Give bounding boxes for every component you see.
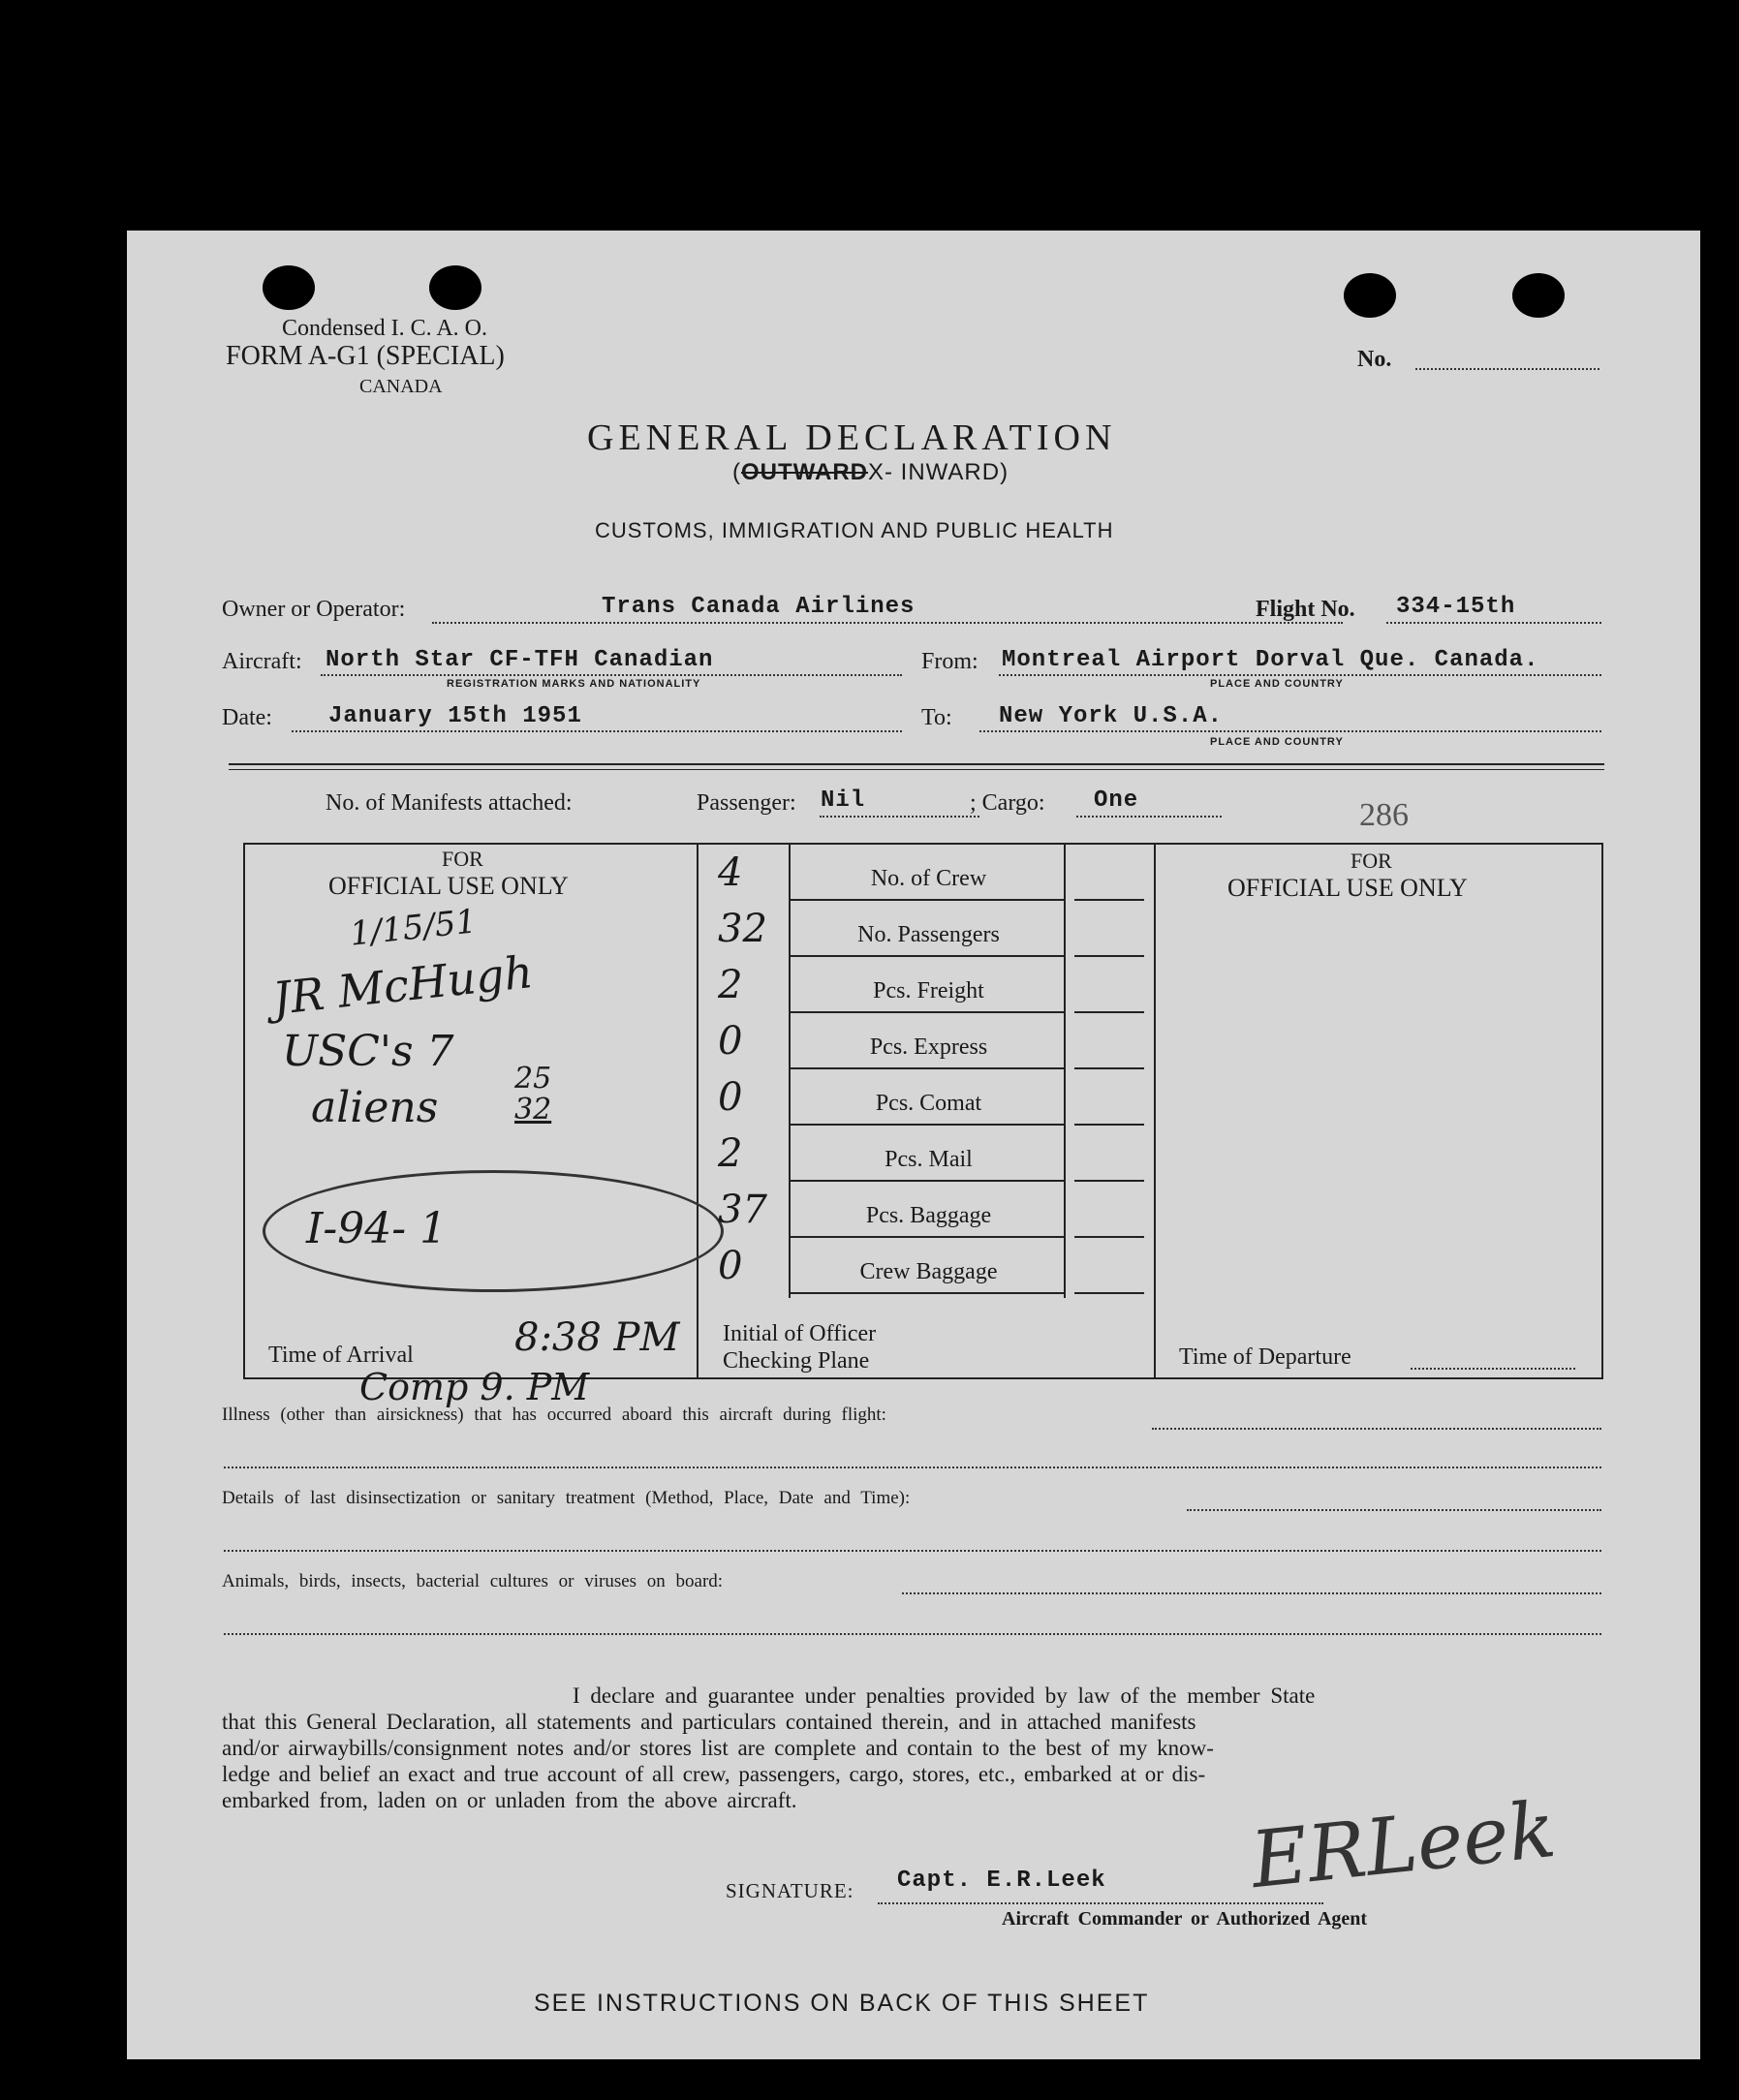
- count-value[interactable]: 0: [718, 1075, 743, 1120]
- count-check-field[interactable]: [1074, 1180, 1144, 1182]
- to-line: [979, 730, 1601, 732]
- direction-line: [732, 459, 1009, 486]
- disinsect-field[interactable]: [1187, 1509, 1601, 1511]
- divider-left: [697, 843, 699, 1377]
- time-departure-label: Time of Departure: [1179, 1344, 1351, 1370]
- divider-right: [1154, 843, 1156, 1377]
- count-value[interactable]: 2: [718, 963, 743, 1007]
- date-label: Date:: [222, 705, 272, 730]
- count-value[interactable]: 0: [718, 1019, 743, 1064]
- count-check-field[interactable]: [1074, 1124, 1144, 1126]
- count-label: Pcs. Baggage: [865, 1203, 992, 1228]
- aircraft-value[interactable]: North Star CF-TFH Canadian: [326, 647, 714, 673]
- count-value[interactable]: 37: [718, 1188, 767, 1232]
- count-check-field[interactable]: [1074, 1236, 1144, 1238]
- paren-close: ): [1000, 459, 1009, 485]
- flight-value[interactable]: 334-15th: [1396, 594, 1516, 620]
- aircraft-hint: REGISTRATION MARKS AND NATIONALITY: [447, 678, 701, 690]
- time-departure-field[interactable]: [1411, 1368, 1575, 1370]
- note-date: 1/15/51: [348, 902, 479, 954]
- owner-label: Owner or Operator:: [222, 597, 406, 622]
- count-label: Pcs. Express: [869, 1035, 988, 1060]
- note-uscs: USC's 7: [282, 1027, 454, 1076]
- cargo-value[interactable]: One: [1094, 788, 1139, 814]
- count-check-field[interactable]: [1074, 1067, 1144, 1069]
- from-line: [999, 674, 1601, 676]
- count-check-field[interactable]: [1074, 955, 1144, 957]
- signature-label: SIGNATURE:: [726, 1879, 854, 1902]
- passenger-value[interactable]: Nil: [821, 788, 866, 814]
- count-row-rule: [791, 1180, 1064, 1182]
- count-check-field[interactable]: [1074, 1011, 1144, 1013]
- form-number: FORM A-G1 (SPECIAL): [226, 341, 505, 371]
- no-field[interactable]: [1415, 368, 1599, 370]
- count-label: No. Passengers: [857, 922, 1000, 947]
- count-row-rule: [791, 899, 1064, 901]
- owner-value[interactable]: Trans Canada Airlines: [602, 594, 916, 620]
- note-aliens-num2: 32: [514, 1093, 552, 1127]
- declaration-line2: that this General Declaration, all statements and particulars contained therein, and in attached manifests: [222, 1710, 1196, 1734]
- from-hint: PLACE AND COUNTRY: [1210, 678, 1344, 690]
- count-check-field[interactable]: [1074, 1292, 1144, 1294]
- count-value[interactable]: 2: [718, 1131, 743, 1176]
- right-official-for: FOR: [1351, 849, 1392, 873]
- direction-dash: X-: [867, 459, 893, 485]
- declaration-line5: embarked from, laden on or unladen from the above aircraft.: [222, 1788, 797, 1812]
- outward-struck: OUTWARD: [741, 459, 868, 485]
- punch-hole: [1512, 273, 1565, 318]
- time-arrival-value[interactable]: 8:38 PM: [514, 1315, 680, 1360]
- comp-note: Comp 9. PM: [359, 1366, 590, 1408]
- date-value[interactable]: January 15th 1951: [328, 703, 582, 729]
- aircraft-label: Aircraft:: [222, 649, 302, 674]
- date-line: [292, 730, 902, 732]
- count-label: Pcs. Mail: [885, 1147, 973, 1172]
- count-row-rule: [791, 1124, 1064, 1126]
- manifests-label: No. of Manifests attached:: [326, 790, 573, 816]
- officer-line1: Initial of Officer: [723, 1321, 877, 1346]
- note-aliens-num1: 25: [514, 1062, 552, 1096]
- divider-label: [1064, 843, 1066, 1298]
- count-value[interactable]: 0: [718, 1244, 743, 1288]
- note-aliens: aliens: [311, 1083, 439, 1132]
- declaration-line4: ledge and belief an exact and true account of all crew, passengers, cargo, stores, etc., embarked at or dis-: [222, 1762, 1206, 1786]
- condensed-label: Condensed I. C. A. O.: [282, 316, 487, 341]
- inward-label: INWARD: [900, 459, 1001, 485]
- to-value[interactable]: New York U.S.A.: [999, 703, 1224, 729]
- divider-count: [789, 843, 791, 1298]
- count-row-rule: [791, 1292, 1064, 1294]
- rule-top: [229, 763, 1604, 765]
- count-row-rule: [791, 955, 1064, 957]
- animals-label: Animals, birds, insects, bacterial cultures or viruses on board:: [222, 1571, 724, 1591]
- form-title: GENERAL DECLARATION: [587, 417, 1117, 458]
- count-row-rule: [791, 1011, 1064, 1013]
- from-value[interactable]: Montreal Airport Dorval Que. Canada.: [1002, 647, 1539, 673]
- stamp-number: 286: [1359, 797, 1409, 833]
- signature-typed-name: Capt. E.R.Leek: [897, 1868, 1106, 1894]
- animals-field[interactable]: [902, 1592, 1601, 1594]
- count-label: Pcs. Freight: [873, 978, 984, 1004]
- from-label: From:: [921, 649, 978, 674]
- illness-field[interactable]: [1152, 1428, 1601, 1430]
- time-arrival-label: Time of Arrival: [268, 1343, 414, 1368]
- count-label: Pcs. Comat: [875, 1091, 982, 1116]
- illness-label: Illness (other than airsickness) that has occurred aboard this aircraft during flight:: [222, 1405, 886, 1425]
- declaration-line1: I declare and guarantee under penalties provided by law of the member State: [573, 1683, 1316, 1708]
- count-value[interactable]: 32: [718, 907, 767, 951]
- count-value[interactable]: 4: [718, 850, 743, 895]
- left-official-for: FOR: [442, 847, 483, 871]
- no-label: No.: [1357, 347, 1392, 372]
- aircraft-line: [321, 674, 902, 676]
- disinsect-field-2[interactable]: [224, 1550, 1601, 1552]
- signature-handwritten: ERLeek: [1247, 1783, 1560, 1906]
- passenger-label: Passenger:: [697, 790, 796, 816]
- form-sheet: [127, 231, 1700, 2059]
- cargo-line: [1076, 816, 1222, 818]
- note-officer: JR McHugh: [269, 945, 536, 1025]
- officer-line2: Checking Plane: [723, 1348, 870, 1374]
- footer-instructions: SEE INSTRUCTIONS ON BACK OF THIS SHEET: [534, 1990, 1150, 2017]
- owner-line: [432, 622, 1343, 624]
- count-check-field[interactable]: [1074, 899, 1144, 901]
- illness-field-2[interactable]: [224, 1467, 1601, 1468]
- cargo-label: ; Cargo:: [970, 790, 1045, 816]
- country-label: CANADA: [359, 376, 443, 397]
- disinsect-label: Details of last disinsectization or sanitary treatment (Method, Place, Date and Time):: [222, 1488, 911, 1508]
- declaration-line3: and/or airwaybills/consignment notes and/or stores list are complete and contain to the best of my know-: [222, 1736, 1214, 1760]
- punch-hole: [1344, 273, 1396, 318]
- rule-bottom: [229, 769, 1604, 770]
- passenger-line: [820, 816, 979, 818]
- to-label: To:: [921, 705, 952, 730]
- paren-open: (: [732, 459, 741, 485]
- count-label: No. of Crew: [870, 866, 987, 891]
- form-subtitle: CUSTOMS, IMMIGRATION AND PUBLIC HEALTH: [595, 518, 1114, 542]
- left-official-title: OFFICIAL USE ONLY: [328, 872, 569, 900]
- punch-hole: [263, 265, 315, 310]
- to-hint: PLACE AND COUNTRY: [1210, 736, 1344, 748]
- animals-field-2[interactable]: [224, 1633, 1601, 1635]
- count-row-rule: [791, 1236, 1064, 1238]
- count-row-rule: [791, 1067, 1064, 1069]
- signature-caption: Aircraft Commander or Authorized Agent: [1002, 1908, 1368, 1930]
- right-official-title: OFFICIAL USE ONLY: [1227, 874, 1468, 902]
- punch-hole: [429, 265, 481, 310]
- note-i94: I-94- 1: [306, 1204, 448, 1253]
- count-label: Crew Baggage: [859, 1259, 998, 1284]
- flight-label: Flight No.: [1256, 597, 1355, 622]
- flight-line: [1386, 622, 1601, 624]
